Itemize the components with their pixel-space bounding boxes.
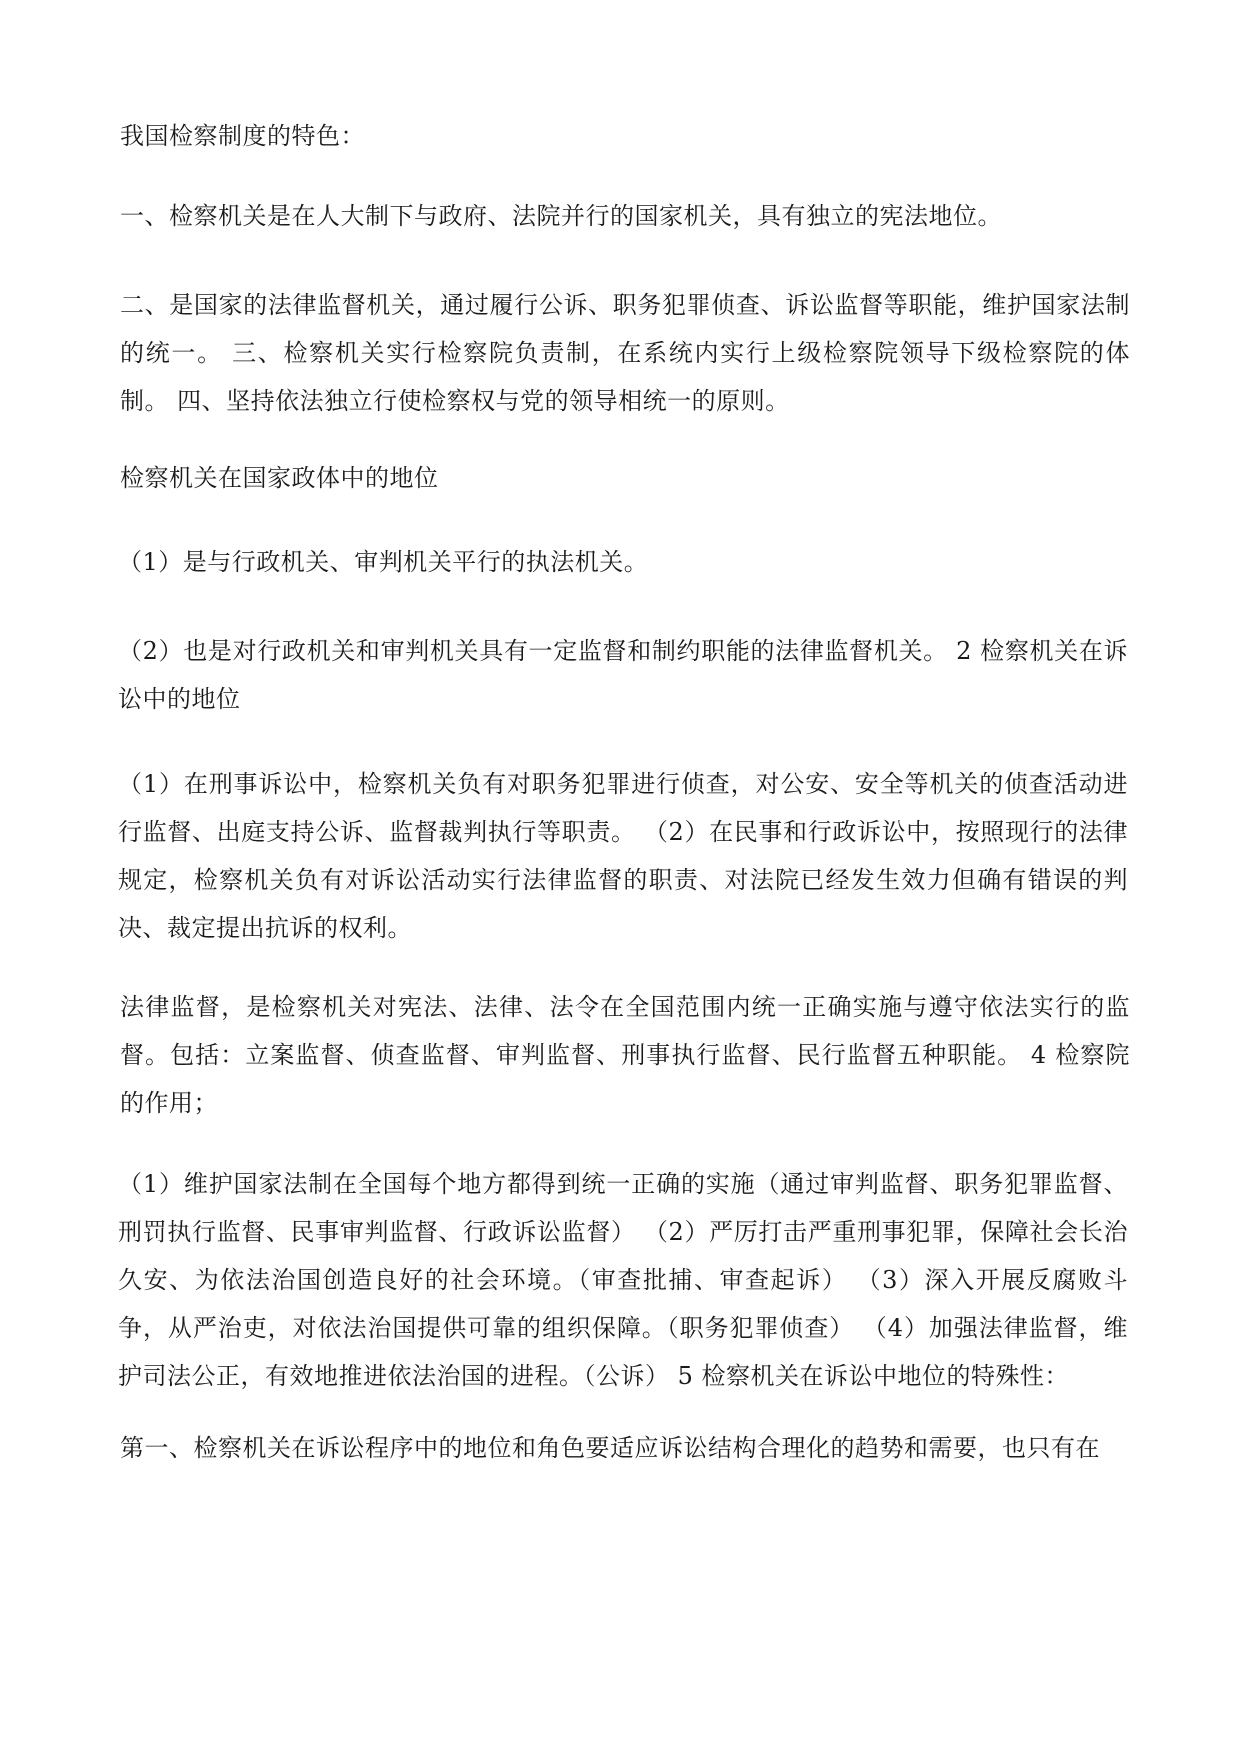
section-title-features: 我国检察制度的特色： [120,122,365,150]
paragraph-legal-supervision: 法律监督，是检察机关对宪法、法律、法令在全国范围内统一正确实施与遵守依法实行的监督。包括：立案监督、侦查监督、审判监督、刑事执行监督、民行监督五种职能。 4 检察院的作用； [120,993,1130,1117]
paragraph-particularity-1: 第一、检察机关在诉讼程序中的地位和角色要适应诉讼结构合理化的趋势和需要，也只有在 [120,1434,1100,1462]
paragraph-feature-1: 一、检察机关是在人大制下与政府、法院并行的国家机关，具有独立的宪法地位。 [120,202,1002,230]
paragraph-status-1: （1）是与行政机关、审判机关平行的执法机关。 [118,548,649,576]
section-title-status-in-polity: 检察机关在国家政体中的地位 [120,464,439,492]
paragraph-status-2: （2）也是对行政机关和审判机关具有一定监督和制约职能的法律监督机关。 2 检察机关在诉讼中的地位 [118,637,1128,713]
paragraph-procuratorate-roles: （1）维护国家法制在全国每个地方都得到统一正确的实施（通过审判监督、职务犯罪监督、刑罚执行监督、民事审判监督、行政诉讼监督） （2）严厉打击严重刑事犯罪，保障社会长治久安、为依法治国创造良好的社会环境。（审查批捕、审查起诉） （3）深入开展反腐败斗争，从严治吏，对依法治国提供可靠的组织保障。（职务犯罪侦查） （4）加强法律监督，维护司法公正，有效地推进依法治国的进程。（公诉） 5 检察机关在诉讼中地位的特殊性： [118,1170,1128,1390]
paragraph-features-2-4: 二、是国家的法律监督机关，通过履行公诉、职务犯罪侦查、诉讼监督等职能，维护国家法制的统一。 三、检察机关实行检察院负责制，在系统内实行上级检察院领导下级检察院的体制。 四、坚持依法独立行使检察权与党的领导相统一的原则。 [120,291,1130,415]
paragraph-litigation-status: （1）在刑事诉讼中，检察机关负有对职务犯罪进行侦查，对公安、安全等机关的侦查活动进行监督、出庭支持公诉、监督裁判执行等职责。 （2）在民事和行政诉讼中，按照现行的法律规定，检察机关负有对诉讼活动实行法律监督的职责、对法院已经发生效力但确有错误的判决、裁定提出抗诉的权利。 [118,770,1128,942]
